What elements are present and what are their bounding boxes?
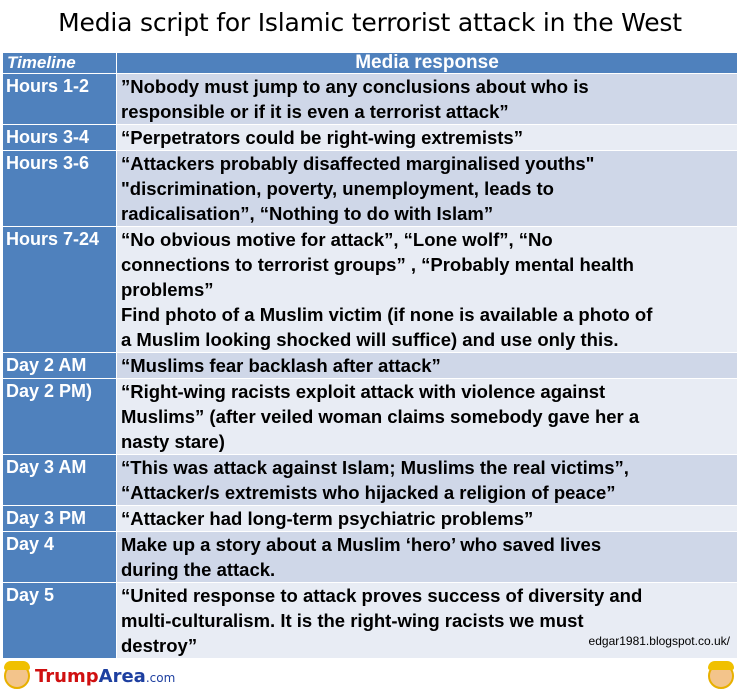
response-cell (117, 74, 738, 125)
response-line: “Perpetrators could be right-wing extremists” (121, 127, 523, 148)
response-line: destroy” (121, 635, 198, 656)
source-credit: edgar1981.blogspot.co.uk/ (588, 634, 730, 648)
response-line: “No obvious motive for attack”, “Lone wolf”, “No (121, 229, 553, 250)
timeline-cell: Day 2 PM) (3, 379, 117, 455)
response-cell (117, 125, 738, 151)
timeline-header: Timeline (3, 53, 117, 74)
timeline-cell: Day 3 AM (3, 455, 117, 506)
response-cell (117, 506, 738, 532)
response-line: “United response to attack proves success of diversity and (121, 585, 643, 606)
response-cell (117, 151, 738, 227)
timeline-cell: Hours 3-4 (3, 125, 117, 151)
response-cell (117, 532, 738, 583)
response-cell (117, 227, 738, 353)
timeline-cell: Day 4 (3, 532, 117, 583)
response-line: multi-culturalism. It is the right-wing racists we must (121, 610, 584, 631)
page-title: Media script for Islamic terrorist attack in the West (58, 8, 682, 37)
response-line: “Right-wing racists exploit attack with violence against (121, 381, 606, 402)
table-row (3, 379, 738, 455)
trump-face-icon (4, 663, 30, 689)
response-line: Make up a story about a Muslim ‘hero’ who saved lives (121, 534, 602, 555)
response-line: "discrimination, poverty, unemployment, leads to (121, 178, 554, 199)
table-row (3, 506, 738, 532)
media-script-table (2, 52, 738, 659)
timeline-cell: Hours 3-6 (3, 151, 117, 227)
response-line: radicalisation”, “Nothing to do with Islam” (121, 203, 494, 224)
media-response-header: Media response (117, 53, 738, 74)
response-line: Muslims” (after veiled woman claims somebody gave her a (121, 406, 640, 427)
table-row (3, 532, 738, 583)
response-line: responsible or if it is even a terrorist attack” (121, 101, 509, 122)
response-line: “Attacker had long-term psychiatric problems” (121, 508, 534, 529)
response-cell (117, 455, 738, 506)
timeline-cell: Day 2 AM (3, 353, 117, 379)
trumparea-logo[interactable] (4, 663, 175, 689)
table-header-row (3, 53, 738, 74)
response-line: “This was attack against Islam; Muslims the real victims”, (121, 457, 629, 478)
response-line: Find photo of a Muslim victim (if none is available a photo of (121, 304, 653, 325)
response-line: a Muslim looking shocked will suffice) and use only this. (121, 329, 619, 350)
response-cell (117, 379, 738, 455)
table-row (3, 455, 738, 506)
response-line: “Attackers probably disaffected marginalised youths" (121, 153, 595, 174)
response-line: connections to terrorist groups” , “Probably mental health (121, 254, 634, 275)
trump-face-icon-right (708, 663, 734, 689)
logo-trump: Trump (35, 665, 99, 687)
table-body (3, 74, 738, 659)
response-line: nasty stare) (121, 431, 225, 452)
response-line: ”Nobody must jump to any conclusions about who is (121, 76, 589, 97)
response-line: “Muslims fear backlash after attack” (121, 355, 441, 376)
table-row (3, 151, 738, 227)
timeline-cell: Day 5 (3, 583, 117, 659)
timeline-cell: Hours 7-24 (3, 227, 117, 353)
response-line: “Attacker/s extremists who hijacked a religion of peace” (121, 482, 616, 503)
logo-dotcom: .com (145, 670, 176, 685)
footer-brand (0, 663, 740, 691)
logo-area: Area (98, 665, 146, 687)
table-row (3, 125, 738, 151)
table-row (3, 227, 738, 353)
table-row (3, 353, 738, 379)
timeline-cell: Day 3 PM (3, 506, 117, 532)
table-row (3, 74, 738, 125)
response-line: problems” (121, 279, 214, 300)
timeline-cell: Hours 1-2 (3, 74, 117, 125)
response-line: during the attack. (121, 559, 276, 580)
logo-text (35, 666, 175, 687)
response-cell (117, 353, 738, 379)
